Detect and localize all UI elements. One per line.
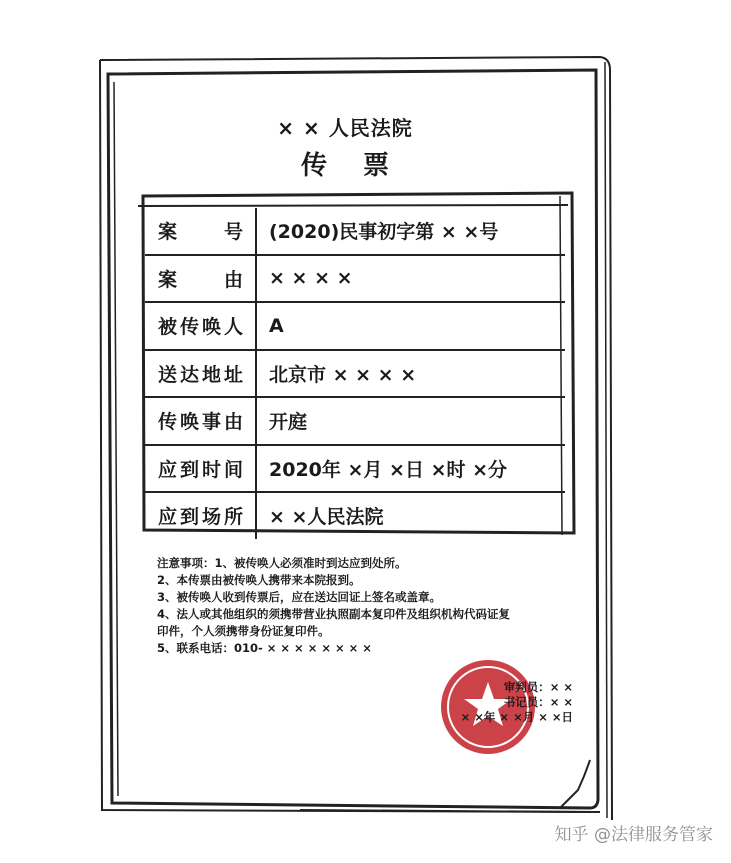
field-label: 案号: [158, 221, 243, 244]
document-title: 传票: [300, 151, 425, 181]
table-row-summoned-person: [145, 303, 565, 351]
field-label: 传唤事由: [158, 411, 243, 434]
field-value: (2020)民事初字第 × ×号: [255, 208, 565, 254]
field-value: 2020年 ×月 ×日 ×时 ×分: [255, 446, 565, 492]
field-label: 应到场所: [158, 506, 243, 529]
field-label: 应到时间: [158, 458, 243, 481]
field-label: 案由: [158, 268, 243, 291]
field-value: 开庭: [255, 398, 565, 444]
watermark: 知乎 @法律服务管家: [554, 825, 713, 845]
clerk-line: 书记员：× ×: [503, 695, 573, 709]
field-value: × ×人民法院: [255, 493, 565, 539]
field-value: 北京市 × × × ×: [255, 351, 565, 397]
notes-section: [157, 555, 567, 657]
field-label: 被传唤人: [158, 316, 243, 339]
court-name: × × 人民法院: [277, 116, 413, 140]
summons-table: [145, 208, 565, 539]
table-row-case-number: [145, 208, 565, 256]
note-line: 2、本传票由被传唤人携带来本院报到。: [157, 573, 361, 587]
table-row-place: [145, 493, 565, 539]
date-line: × ×年 × ×月 × ×日: [460, 710, 573, 724]
note-line: 印件，个人须携带身份证复印件。: [157, 624, 330, 638]
field-value: A: [255, 303, 565, 349]
note-line: 4、法人或其他组织的须携带营业执照副本复印件及组织机构代码证复: [157, 607, 510, 621]
judge-line: 审判员：× ×: [503, 680, 573, 694]
note-line: 注意事项：1、被传唤人必须准时到达应到处所。: [157, 556, 407, 570]
table-row-reason: [145, 398, 565, 446]
field-value: × × × ×: [255, 256, 565, 302]
signature-block: [448, 680, 573, 725]
field-label: 送达地址: [158, 363, 243, 386]
table-row-time: [145, 446, 565, 494]
note-line: 5、联系电话：010- × × × × × × × ×: [157, 641, 372, 655]
table-row-address: [145, 351, 565, 399]
note-line: 3、被传唤人收到传票后，应在送达回证上签名或盖章。: [157, 590, 441, 604]
table-row-cause: [145, 256, 565, 304]
